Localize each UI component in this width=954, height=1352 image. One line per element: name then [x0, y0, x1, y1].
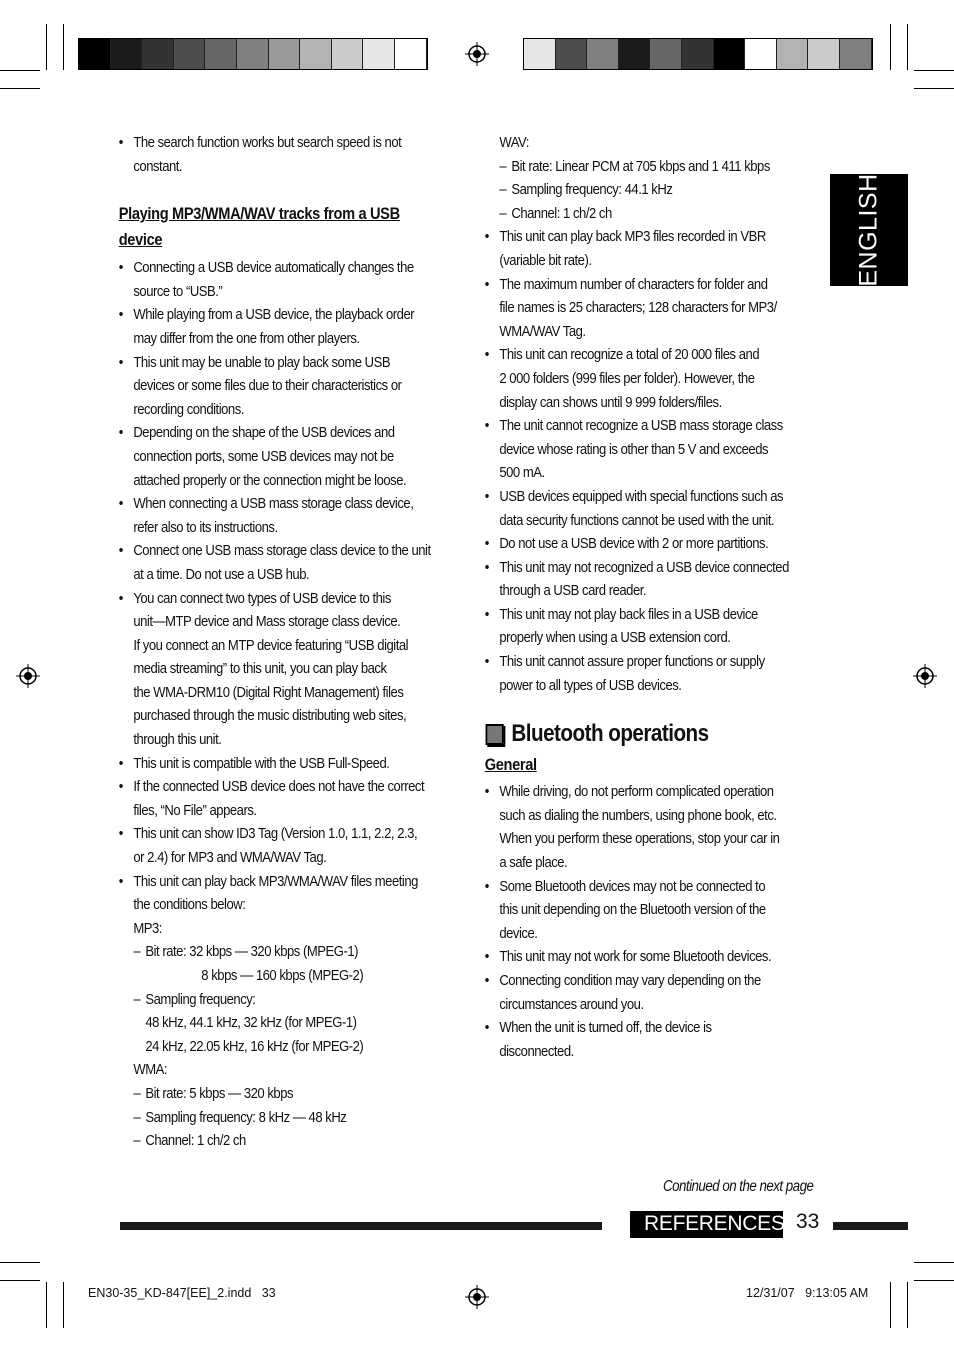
bluetooth-heading: Bluetooth operations — [483, 719, 827, 749]
color-swatch — [142, 39, 174, 69]
bullet-item: • Connecting condition may vary depending on the circumstances around you. — [483, 969, 827, 1016]
bullet-item: • This unit can play back MP3 files recorded in VBR (variable bit rate). — [483, 225, 827, 272]
color-swatch — [777, 39, 809, 69]
color-swatch — [682, 39, 714, 69]
right-column — [483, 131, 827, 1063]
mp3-sampling-frequency: – Sampling frequency: — [133, 988, 461, 1012]
bullet-item: • While playing from a USB device, the playback order may differ from the one from other players. — [117, 303, 461, 350]
section-label: REFERENCES — [644, 1212, 785, 1235]
bullet-item: • This unit is compatible with the USB Full-Speed. — [117, 752, 461, 776]
color-swatch — [300, 39, 332, 69]
footer-rule-left — [120, 1222, 602, 1230]
crop-mark — [914, 88, 954, 89]
usb-bullet-list — [117, 256, 461, 917]
mp3-bitrate: – Bit rate: 32 kbps — 320 kbps (MPEG-1) — [133, 940, 461, 964]
crop-mark — [0, 1280, 40, 1281]
left-column — [117, 131, 461, 1153]
crop-mark — [907, 1282, 908, 1328]
color-swatch — [111, 39, 143, 69]
wav-channel: – Channel: 1 ch/2 ch — [499, 202, 827, 226]
crop-mark — [63, 24, 64, 70]
bullet-item: • This unit may not recognized a USB device connected through a USB card reader. — [483, 556, 827, 603]
bullet-item: • The unit cannot recognize a USB mass storage class device whose rating is other than 5 V and exceeds 500 mA. — [483, 414, 827, 485]
general-heading: General — [484, 755, 537, 775]
crop-mark — [46, 1282, 47, 1328]
mp3-frequency-mpeg1: 48 kHz, 44.1 kHz, 32 kHz (for MPEG-1) — [145, 1014, 357, 1032]
crop-mark — [914, 1262, 954, 1263]
color-swatch — [79, 39, 111, 69]
continued-note: Continued on the next page — [663, 1178, 814, 1195]
wma-sampling-frequency: – Sampling frequency: 8 kHz — 48 kHz — [133, 1106, 461, 1130]
wav-bitrate: – Bit rate: Linear PCM at 705 kbps and 1 411 kbps — [499, 155, 827, 179]
crop-mark — [0, 70, 40, 71]
color-calibration-bar-right — [523, 38, 873, 70]
bullet-item: • If the connected USB device does not have the correct files, “No File” appears. — [117, 775, 461, 822]
section-square-icon — [486, 724, 504, 745]
wma-label: WMA: — [133, 1061, 168, 1079]
color-swatch — [745, 39, 777, 69]
registration-target-icon — [465, 42, 489, 66]
crop-mark — [914, 1280, 954, 1281]
bullet-item: • Connecting a USB device automatically changes the source to “USB.” — [117, 256, 461, 303]
color-swatch — [840, 39, 872, 69]
bullet-item: • This unit cannot assure proper functions or supply power to all types of USB devices. — [483, 650, 827, 697]
bullet-item: • You can connect two types of USB device to this unit—MTP device and Mass storage class device. If you connect an MTP device featuring “USB digital media streaming” to this unit, you can play back the WMA-DRM10 (Digital Right Management) files purchased through the music distributing web sites, through this unit. — [117, 587, 461, 752]
color-swatch — [808, 39, 840, 69]
mp3-frequency-mpeg2: 24 kHz, 22.05 kHz, 16 kHz (for MPEG-2) — [145, 1037, 364, 1055]
color-swatch — [332, 39, 364, 69]
color-swatch — [363, 39, 395, 69]
mp3-bitrate-mpeg2: 8 kbps — 160 kbps (MPEG-2) — [201, 967, 364, 984]
crop-mark — [46, 24, 47, 70]
crop-mark — [914, 70, 954, 71]
color-swatch — [269, 39, 301, 69]
bullet-item: • This unit can show ID3 Tag (Version 1.0, 1.1, 2.2, 2.3, or 2.4) for MP3 and WMA/WAV Tag. — [117, 822, 461, 869]
wav-label: WAV: — [499, 134, 529, 151]
color-swatch — [524, 39, 556, 69]
bullet-item: • Depending on the shape of the USB devices and connection ports, some USB devices may not be attached properly or the connection might be loose. — [117, 421, 461, 492]
color-swatch — [714, 39, 746, 69]
wma-channel: – Channel: 1 ch/2 ch — [133, 1129, 461, 1153]
wma-bitrate: – Bit rate: 5 kbps — 320 kbps — [133, 1082, 461, 1106]
usb-section-heading: Playing MP3/WMA/WAV tracks from a USB device — [118, 204, 400, 250]
footer-rule-right — [833, 1222, 908, 1230]
crop-mark — [907, 24, 908, 70]
bullet-item: • USB devices equipped with special functions such as data security functions cannot be used with the unit. — [483, 485, 827, 532]
mp3-label: MP3: — [133, 919, 162, 937]
bullet-item: • This unit may not play back files in a USB device properly when using a USB extension cord. — [483, 603, 827, 650]
page-number: 33 — [796, 1210, 820, 1233]
color-swatch — [395, 39, 427, 69]
bullet-item: • This unit may not work for some Bluetooth devices. — [483, 945, 827, 969]
color-swatch — [205, 39, 237, 69]
crop-mark — [890, 24, 891, 70]
registration-target-icon — [465, 1285, 489, 1309]
language-tab — [830, 174, 908, 286]
crop-mark — [0, 1262, 40, 1263]
language-tab-label: ENGLISH — [854, 173, 883, 287]
color-swatch — [556, 39, 588, 69]
registration-target-icon — [16, 664, 40, 688]
color-swatch — [619, 39, 651, 69]
color-swatch — [650, 39, 682, 69]
bullet-item: • The maximum number of characters for folder and file names is 25 characters; 128 characters for MP3/ WMA/WAV Tag. — [483, 273, 827, 344]
usb-notes-list — [483, 225, 827, 697]
bullet-item: • This unit can play back MP3/WMA/WAV files meeting the conditions below: — [117, 870, 461, 917]
bullet-item: • Connect one USB mass storage class device to the unit at a time. Do not use a USB hub. — [117, 539, 461, 586]
crop-mark — [63, 1282, 64, 1328]
bullet-item: • When connecting a USB mass storage class device, refer also to its instructions. — [117, 492, 461, 539]
bluetooth-bullet-list — [483, 780, 827, 1063]
color-calibration-bar-left — [78, 38, 428, 70]
bullet-item: • While driving, do not perform complicated operation such as dialing the numbers, using phone book, etc. When you perform these operations, stop your car in a safe place. — [483, 780, 827, 874]
crop-mark — [890, 1282, 891, 1328]
color-swatch — [174, 39, 206, 69]
bullet-item: • Do not use a USB device with 2 or more partitions. — [483, 532, 827, 556]
crop-mark — [0, 88, 40, 89]
bullet-item: • Some Bluetooth devices may not be connected to this unit depending on the Bluetooth version of the device. — [483, 875, 827, 946]
intro-bullet: • The search function works but search speed is not constant. — [117, 131, 452, 178]
wav-sampling-frequency: – Sampling frequency: 44.1 kHz — [499, 178, 827, 202]
registration-target-icon — [913, 664, 937, 688]
bullet-item: • This unit can recognize a total of 20 000 files and 2 000 folders (999 files per folder). However, the display can shows until 9 999 folders/files. — [483, 343, 827, 414]
bullet-item: • When the unit is turned off, the device is disconnected. — [483, 1016, 827, 1063]
color-swatch — [587, 39, 619, 69]
bullet-item: • This unit may be unable to play back some USB devices or some files due to their characteristics or recording conditions. — [117, 351, 461, 422]
print-timestamp: 12/31/07 9:13:05 AM — [746, 1286, 869, 1300]
color-swatch — [237, 39, 269, 69]
file-info: EN30-35_KD-847[EE]_2.indd 33 — [88, 1286, 276, 1300]
section-label-box — [630, 1211, 783, 1238]
